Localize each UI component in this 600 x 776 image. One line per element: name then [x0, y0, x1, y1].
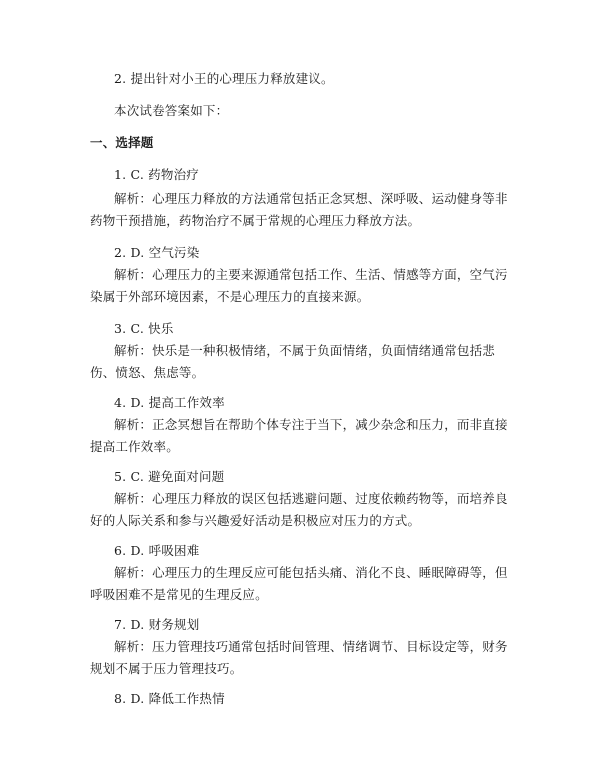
answer-line: 5. C. 避免面对问题 [114, 469, 225, 484]
answer-line: 1. C. 药物治疗 [114, 167, 199, 182]
answer-line: 3. C. 快乐 [114, 321, 174, 336]
explanation-paragraph: 解析：心理压力释放的误区包括逃避问题、过度依赖药物等，而培养良好的人际关系和参与兴趣爱好活动是积极应对压力的方式。 [90, 491, 508, 528]
answer-line: 8. D. 降低工作热情 [114, 691, 225, 706]
answer-intro: 本次试卷答案如下： [114, 103, 229, 118]
task-line: 2. 提出针对小王的心理压力释放建议。 [114, 71, 334, 86]
section-title: 一、选择题 [90, 135, 154, 150]
answer-line: 6. D. 呼吸困难 [114, 543, 200, 558]
explanation-paragraph: 解析：心理压力释放的方法通常包括正念冥想、深呼吸、运动健身等非药物干预措施，药物治疗不属于常规的心理压力释放方法。 [90, 191, 508, 228]
explanation-paragraph: 解析：压力管理技巧通常包括时间管理、情绪调节、目标设定等，财务规划不属于压力管理技巧。 [90, 639, 508, 676]
explanation-paragraph: 解析：快乐是一种积极情绪，不属于负面情绪，负面情绪通常包括悲伤、愤怒、焦虑等。 [90, 343, 496, 380]
explanation-paragraph: 解析：心理压力的主要来源通常包括工作、生活、情感等方面，空气污染属于外部环境因素，不是心理压力的直接来源。 [90, 267, 508, 304]
answer-line: 2. D. 空气污染 [114, 245, 200, 260]
explanation-paragraph: 解析：正念冥想旨在帮助个体专注于当下，减少杂念和压力，而非直接提高工作效率。 [90, 417, 508, 454]
explanation-paragraph: 解析：心理压力的生理反应可能包括头痛、消化不良、睡眠障碍等，但呼吸困难不是常见的生理反应。 [90, 565, 508, 602]
answer-line: 4. D. 提高工作效率 [114, 395, 225, 410]
answer-line: 7. D. 财务规划 [114, 617, 200, 632]
